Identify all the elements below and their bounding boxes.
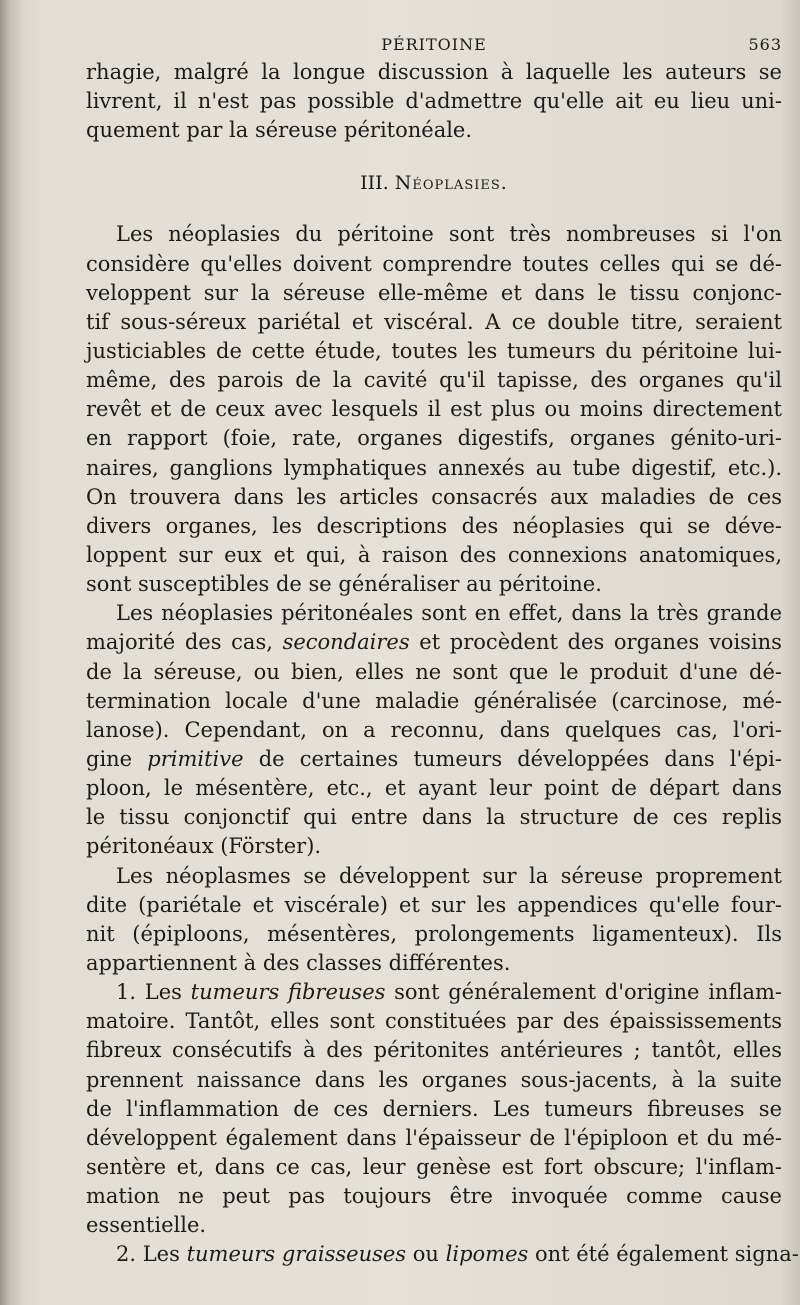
text-run: sont généralement d'origine inflam- [394, 980, 782, 1005]
text-line: sentère et, dans ce cas, leur genèse est fort obscure; l'inflam- [86, 1154, 782, 1179]
text-line: péritonéaux (Förster). [86, 834, 322, 859]
text-line: dite (pariétale et viscérale) et sur les appendices qu'elle four- [86, 892, 782, 917]
text-line: développent également dans l'épaisseur de l'épiploon et du mé- [86, 1125, 782, 1150]
text-line: quement par la séreuse péritonéale. [86, 118, 473, 143]
text-line: On trouvera dans les articles consacrés aux maladies de ces [86, 484, 782, 509]
text-line: matoire. Tantôt, elles sont constituées par des épaississements [86, 1009, 782, 1034]
text-run: ou [412, 1242, 439, 1267]
text-line: mation ne peut pas toujours être invoquée comme cause [86, 1184, 782, 1209]
page-number: 563 [748, 35, 782, 54]
text-line: termination locale d'une maladie généralisée (carcinose, mé- [86, 688, 782, 713]
text-run: 2. Les [116, 1242, 180, 1267]
text-line: loppent sur eux et qui, à raison des connexions anatomiques, [86, 542, 782, 567]
text-run: ont été également signa- [534, 1242, 799, 1267]
text-run: 1. Les [116, 980, 182, 1005]
text-line: prennent naissance dans les organes sous-jacents, à la suite [86, 1067, 782, 1092]
text-line: de l'inflammation de ces derniers. Les tumeurs fibreuses se [86, 1096, 782, 1121]
text-line: rhagie, malgré la longue discussion à laquelle les auteurs se [86, 60, 782, 84]
text-line: tif sous-séreux pariétal et viscéral. A ce double titre, seraient [86, 309, 782, 334]
text-line: le tissu conjonctif qui entre dans la structure de ces replis [86, 805, 782, 830]
paragraph-neoplasmes [86, 862, 782, 979]
text-line: Les néoplasmes se développent sur la séreuse proprement [116, 863, 782, 888]
emphasis: secondaires [282, 630, 410, 655]
emphasis: primitive [147, 746, 244, 771]
text-line: fibreux consécutifs à des péritonites antérieures ; tantôt, elles [86, 1038, 782, 1063]
emphasis: tumeurs fibreuses [190, 980, 386, 1005]
section-heading [86, 169, 782, 198]
text-line: appartiennent à des classes différentes. [86, 950, 511, 975]
text-line: Les néoplasies péritonéales sont en effet, dans la très grande [116, 601, 782, 626]
text-line: livrent, il n'est pas possible d'admettre qu'elle ait eu lieu uni- [86, 89, 782, 114]
text-line: de la séreuse, ou bien, elles ne sont que le produit d'une dé- [86, 659, 782, 684]
text-line: même, des parois de la cavité qu'il tapisse, des organes qu'il [86, 368, 782, 393]
text-line: Les néoplasies du péritoine sont très nombreuses si l'on [116, 222, 782, 247]
section-numeral: III. [360, 172, 389, 195]
text-line: sont susceptibles de se généraliser au péritoine. [86, 572, 602, 597]
text-line: considère qu'elles doivent comprendre toutes celles qui se dé- [86, 251, 782, 276]
text-line: justiciables de cette étude, toutes les tumeurs du péritoine lui- [86, 338, 782, 363]
page-text [86, 28, 799, 1269]
text-line-mixed [86, 978, 782, 1007]
paragraph-intro [86, 58, 782, 145]
text-line: en rapport (foie, rate, organes digestifs, organes génito-uri- [86, 426, 782, 451]
text-line: ploon, le mésentère, etc., et ayant leur point de départ dans [86, 776, 782, 801]
text-line-mixed [86, 745, 782, 774]
text-line: revêt et de ceux avec lesquels il est plus ou moins directement [86, 397, 782, 422]
text-run: majorité des cas, [86, 630, 273, 655]
text-line: nit (épiploons, mésentères, prolongements ligamenteux). Ils [86, 921, 782, 946]
text-line: veloppent sur la séreuse elle-même et dans le tissu conjonc- [86, 280, 782, 305]
page-header [86, 28, 782, 58]
text-run: de certaines tumeurs développées dans l'épi- [258, 746, 782, 771]
text-line: lanose). Cependant, on a reconnu, dans quelques cas, l'ori- [86, 717, 782, 742]
paragraph-graisseuses [86, 1240, 799, 1269]
text-line-mixed [86, 628, 782, 657]
paragraph-secondary [86, 599, 782, 861]
running-title: PÉRITOINE [381, 35, 487, 54]
text-run: et procèdent des organes voisins [419, 630, 782, 655]
text-line-mixed [86, 1240, 799, 1269]
text-line: naires, ganglions lymphatiques annexés au tube digestif, etc.). [86, 455, 782, 480]
page-gutter-shadow [0, 0, 22, 1305]
paragraph-neoplasies [86, 220, 782, 599]
emphasis: tumeurs graisseuses [186, 1242, 407, 1267]
text-line: essentielle. [86, 1213, 207, 1238]
text-line: divers organes, les descriptions des néoplasies qui se déve- [86, 513, 782, 538]
text-run: gine [86, 746, 133, 771]
section-title: Néoplasies. [394, 172, 508, 195]
emphasis: lipomes [445, 1242, 529, 1267]
paragraph-fibreuses [86, 978, 782, 1240]
